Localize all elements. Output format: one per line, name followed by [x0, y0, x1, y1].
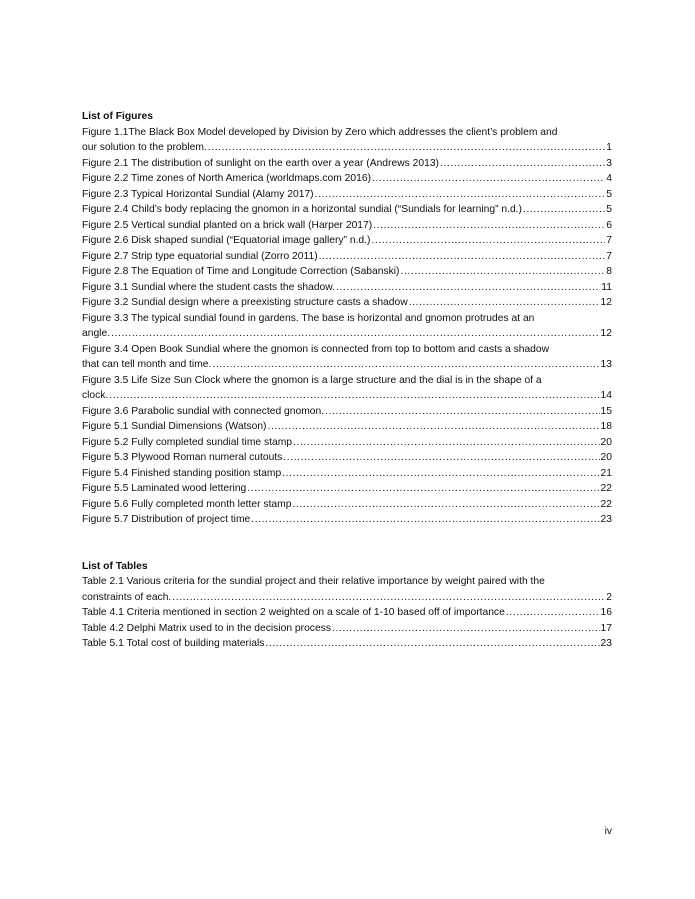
dot-leader [292, 497, 599, 513]
toc-entry-row [82, 605, 612, 621]
dot-leader [283, 450, 599, 466]
dot-leader [440, 156, 605, 172]
toc-entry[interactable] [82, 419, 612, 435]
toc-entry-row [82, 481, 612, 497]
toc-entry-row [82, 404, 612, 420]
dot-leader [111, 326, 599, 342]
toc-entry[interactable] [82, 187, 612, 203]
toc-entry[interactable] [82, 621, 612, 637]
toc-entry[interactable] [82, 404, 612, 420]
toc-entry-page: 20 [600, 452, 612, 463]
toc-entry-page: 21 [600, 467, 612, 479]
toc-entry-title: Figure 2.3 Typical Horizontal Sundial (Alamy 2017) [82, 188, 314, 200]
list-of-tables [82, 559, 612, 652]
toc-entry[interactable] [82, 373, 612, 404]
toc-entry-page: 8 [606, 266, 612, 277]
toc-entry-title: Figure 2.2 Time zones of North America (worldmaps.com 2016) [82, 173, 372, 184]
toc-entry-row [82, 497, 612, 513]
dot-leader [336, 280, 600, 296]
toc-entry[interactable] [82, 218, 612, 234]
toc-entry-title: Table 4.1 Criteria mentioned in section 2 weighted on a scale of 1-10 based off of importance [82, 607, 505, 618]
toc-entry[interactable] [82, 636, 612, 652]
toc-entry[interactable] [82, 497, 612, 513]
toc-entry-row [82, 326, 612, 342]
toc-entry-title: angle. [82, 328, 111, 339]
dot-leader [247, 481, 599, 497]
toc-entry-page: 20 [600, 436, 612, 448]
toc-entry-page: 5 [606, 188, 612, 200]
toc-entry-title-line: Table 2.1 Various criteria for the sundial project and their relative importance by weight paired with the [82, 576, 545, 587]
toc-entry-title: Figure 5.7 Distribution of project time [82, 514, 251, 525]
dot-leader [293, 435, 599, 451]
toc-entry-title: clock. [82, 390, 109, 401]
toc-entry[interactable] [82, 574, 612, 605]
dot-leader [372, 171, 605, 187]
dot-leader [371, 233, 605, 249]
toc-entry[interactable] [82, 171, 612, 187]
toc-entry[interactable] [82, 156, 612, 172]
dot-leader [506, 605, 600, 621]
dot-leader [400, 264, 605, 280]
toc-content [82, 109, 612, 652]
toc-entry-row [82, 218, 612, 234]
toc-entry-row [82, 357, 612, 373]
toc-entry[interactable] [82, 202, 612, 218]
toc-entry-page: 15 [600, 405, 612, 417]
toc-entry-title: Figure 2.6 Disk shaped sundial (“Equatorial image gallery” n.d.) [82, 235, 371, 246]
toc-entry-page: 13 [600, 359, 612, 370]
dot-leader [319, 249, 606, 265]
toc-entry[interactable] [82, 481, 612, 497]
toc-entry-row [82, 388, 612, 404]
dot-leader [251, 512, 599, 528]
toc-entry-title: Figure 2.4 Child’s body replacing the gnomon in a horizontal sundial (“Sundials for learning” n.d.) [82, 204, 522, 215]
toc-entry-title: Figure 5.3 Plywood Roman numeral cutouts [82, 452, 283, 463]
toc-entry[interactable] [82, 125, 612, 156]
toc-entry-page: 1 [606, 142, 612, 153]
toc-entry-page: 3 [606, 157, 612, 169]
toc-entry-row [82, 419, 612, 435]
toc-entry-row [82, 621, 612, 637]
dot-leader [523, 202, 605, 218]
toc-entry[interactable] [82, 466, 612, 482]
toc-entry-title: Figure 5.1 Sundial Dimensions (Watson) [82, 421, 267, 432]
toc-entry-title: Figure 3.2 Sundial design where a preexisting structure casts a shadow [82, 297, 408, 308]
toc-entry-page: 12 [600, 297, 612, 308]
toc-entry-row [82, 171, 612, 187]
toc-entry[interactable] [82, 295, 612, 311]
toc-entry-row [82, 233, 612, 249]
toc-entry-page: 14 [600, 390, 612, 401]
toc-entry-title: Figure 5.4 Finished standing position stamp [82, 467, 282, 479]
toc-entry[interactable] [82, 512, 612, 528]
toc-entry-title: Figure 5.5 Laminated wood lettering [82, 483, 247, 494]
toc-entry-title: Figure 3.6 Parabolic sundial with connected gnomon. [82, 405, 325, 417]
toc-entry-page: 5 [606, 204, 612, 215]
dot-leader [332, 621, 600, 637]
dot-leader [373, 218, 605, 234]
toc-entry-title: constraints of each. [82, 591, 172, 603]
toc-entry-page: 2 [606, 591, 612, 603]
toc-entry[interactable] [82, 280, 612, 296]
dot-leader [409, 295, 600, 311]
toc-entry-row [82, 264, 612, 280]
toc-entry-page: 7 [606, 250, 612, 262]
toc-entry[interactable] [82, 264, 612, 280]
toc-entry-title: Figure 2.5 Vertical sundial planted on a brick wall (Harper 2017) [82, 219, 373, 231]
toc-entry-page: 22 [600, 483, 612, 494]
toc-entry-page: 18 [600, 421, 612, 432]
toc-entry-row [82, 202, 612, 218]
toc-entry-row [82, 249, 612, 265]
toc-entry-title-line: Figure 3.3 The typical sundial found in gardens. The base is horizontal and gnomon protrudes at an [82, 312, 535, 324]
dot-leader [212, 357, 599, 373]
toc-entry-row [82, 512, 612, 528]
toc-entry-title: Figure 2.1 The distribution of sunlight on the earth over a year (Andrews 2013) [82, 157, 439, 169]
dot-leader [267, 419, 599, 435]
toc-entry-row [82, 636, 612, 652]
toc-entry-page: 22 [600, 498, 612, 510]
dot-leader [109, 388, 599, 404]
dot-leader [315, 187, 606, 203]
toc-entry-title: Figure 3.1 Sundial where the student casts the shadow. [82, 281, 336, 293]
toc-entry-title: Figure 5.6 Fully completed month letter stamp [82, 498, 292, 510]
toc-entry-title: Table 4.2 Delphi Matrix used to in the decision process [82, 622, 331, 634]
toc-entry-title: Figure 2.7 Strip type equatorial sundial (Zorro 2011) [82, 250, 318, 262]
toc-entry-page: 23 [600, 514, 612, 525]
toc-entry-row [82, 435, 612, 451]
toc-entry-page: 11 [601, 281, 612, 293]
list-of-figures-heading: List of Figures [82, 111, 153, 122]
dot-leader [325, 404, 599, 420]
toc-entry-page: 4 [606, 173, 612, 184]
toc-entry-title-line: Figure 3.5 Life Size Sun Clock where the gnomon is a large structure and the dial is in the shape of a [82, 374, 542, 386]
toc-entry-page: 23 [600, 638, 612, 649]
toc-entry[interactable] [82, 450, 612, 466]
dot-leader [208, 140, 605, 156]
toc-entry-title: Table 5.1 Total cost of building materials [82, 638, 265, 649]
toc-entry-row [82, 187, 612, 203]
toc-entry-row [82, 450, 612, 466]
section-gap [82, 528, 612, 559]
toc-entry-row [82, 295, 612, 311]
toc-entry-title-line: Figure 3.4 Open Book Sundial where the gnomon is connected from top to bottom and casts a shadow [82, 343, 550, 355]
dot-leader [265, 636, 599, 652]
toc-entry-row [82, 156, 612, 172]
list-of-figures [82, 109, 612, 528]
toc-entry-row [82, 466, 612, 482]
toc-entry-page: 17 [600, 622, 612, 634]
list-of-tables-heading: List of Tables [82, 560, 148, 572]
page-number: iv [604, 826, 612, 837]
toc-entry-page: 16 [600, 607, 612, 618]
toc-entry[interactable] [82, 435, 612, 451]
toc-entry-title: our solution to the problem. [82, 142, 207, 153]
toc-entry-title: that can tell month and time. [82, 359, 212, 370]
toc-entry-page: 6 [606, 219, 612, 231]
dot-leader [282, 466, 599, 482]
toc-entry[interactable] [82, 233, 612, 249]
toc-entry-title-line: Figure 1.1The Black Box Model developed by Division by Zero which addresses the client’s problem and [82, 126, 558, 138]
toc-entry-page: 7 [606, 235, 612, 246]
toc-entry[interactable] [82, 249, 612, 265]
toc-entry-row [82, 590, 612, 606]
table-entries [82, 574, 612, 652]
figure-entries [82, 125, 612, 528]
toc-entry[interactable] [82, 605, 612, 621]
toc-entry[interactable] [82, 342, 612, 373]
toc-entry-title: Figure 5.2 Fully completed sundial time stamp [82, 436, 293, 448]
toc-entry-title: Figure 2.8 The Equation of Time and Longitude Correction (Sabanski) [82, 266, 400, 277]
dot-leader [172, 590, 605, 606]
toc-entry-row [82, 280, 612, 296]
toc-entry[interactable] [82, 311, 612, 342]
toc-entry-row [82, 140, 612, 156]
toc-entry-page: 12 [600, 328, 612, 339]
